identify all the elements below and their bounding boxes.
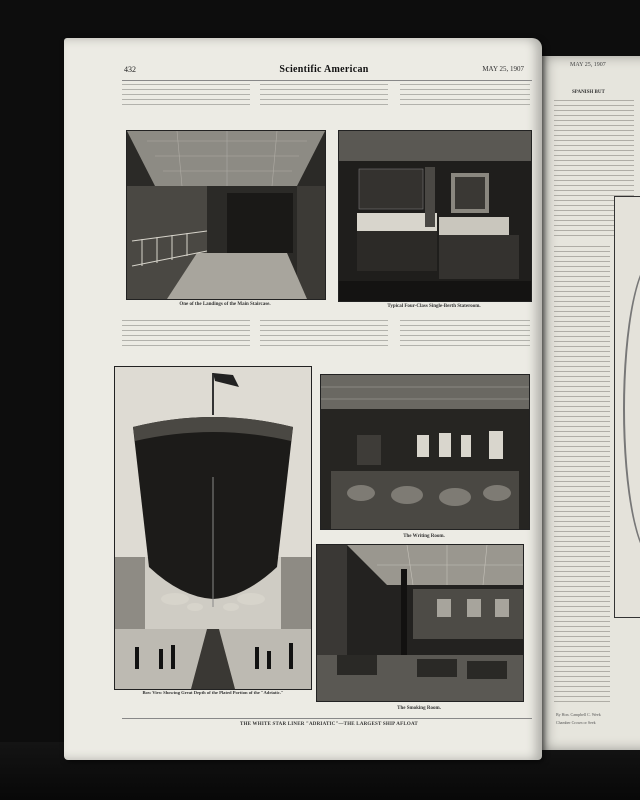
page-number: 432 (124, 65, 136, 74)
caption-writing-room: The Writing Room. (403, 534, 445, 539)
text-column-mid-1 (122, 320, 250, 348)
caption-staircase: One of the Landings of the Main Staircase. (179, 302, 271, 307)
photo-staircase-landing (126, 130, 326, 300)
caption-bow-view: Bow View Showing Great Depth of the Plated Portion of the "Adriatic." (142, 690, 284, 695)
right-page-section: SPANISH BUT (572, 90, 605, 95)
header-rule (122, 80, 532, 81)
text-column-mid-3 (400, 320, 530, 348)
caption-smoking-room: The Smoking Room. (397, 706, 441, 711)
right-page-date: MAY 25, 1907 (570, 62, 606, 68)
page-footer-title: THE WHITE STAR LINER "ADRIATIC"—THE LARGEST SHIP AFLOAT (240, 722, 418, 727)
text-column-2 (260, 84, 388, 106)
publication-title: Scientific American (279, 64, 369, 75)
photo-writing-room (320, 374, 530, 530)
right-page-text-column-lower (554, 246, 610, 706)
page-header (124, 65, 524, 79)
page-date: MAY 25, 1907 (482, 65, 524, 73)
adjacent-page (538, 56, 640, 750)
newspaper-page (64, 38, 542, 760)
right-page-portrait-frame (614, 196, 640, 618)
right-page-credit-1: By Hon. Campbell C. Week (556, 712, 601, 717)
right-page-credit-2: Chamber Crown or Seek (556, 720, 596, 725)
footer-rule (122, 718, 532, 719)
text-column-3 (400, 84, 530, 106)
photo-bow-view (114, 366, 312, 690)
text-column-1 (122, 84, 250, 106)
photo-smoking-room (316, 544, 524, 702)
photo-stateroom (338, 130, 532, 302)
caption-stateroom: Typical Four-Class Single-Berth Stateroom. (387, 304, 481, 309)
text-column-mid-2 (260, 320, 388, 348)
